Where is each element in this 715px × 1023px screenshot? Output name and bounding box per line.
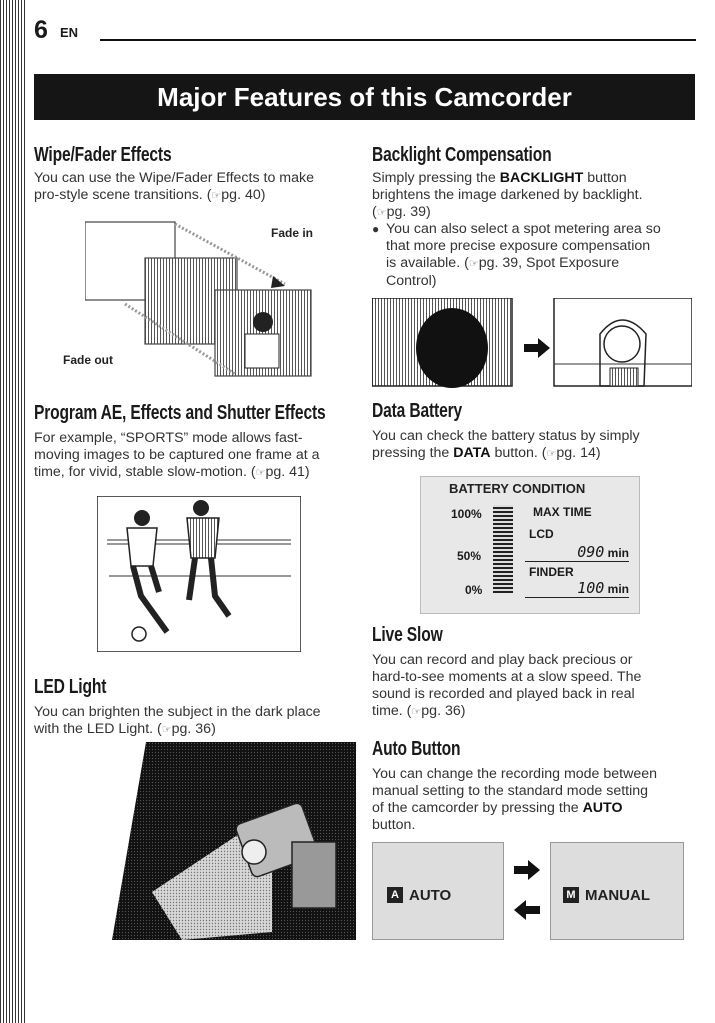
page-ref-icon: ☞ [546, 448, 557, 460]
camcorder-lens [242, 840, 266, 864]
page-ref-icon: ☞ [161, 724, 172, 736]
manual-mode-label: MANUAL [585, 887, 650, 904]
page-ref-icon: ☞ [411, 706, 422, 718]
wipe-section-title: Wipe/Fader Effects [34, 144, 172, 166]
page-ref-icon: ☞ [255, 467, 266, 479]
page-ref-icon: ☞ [376, 207, 387, 219]
soccer-ball [132, 627, 146, 641]
lcd-time-readout: 090 min [525, 543, 629, 562]
dark-subject [416, 308, 488, 388]
wipe-line-1: You can use the Wipe/Fader Effects to make [34, 170, 314, 186]
max-time-label: MAX TIME [533, 505, 592, 519]
program-section-text: For example, “SPORTS” mode allows fast- moving images to be captured one frame at a time, for vivid, stable slow-motion. (☞pg. 41) [34, 430, 320, 480]
battery-section-title: Data Battery [372, 400, 463, 422]
manual-screen [550, 842, 684, 940]
page-title-banner: Major Features of this Camcorder [34, 74, 695, 120]
auto-button-name: AUTO [582, 800, 623, 816]
liveslow-section-title: Live Slow [372, 624, 443, 646]
level-50-label: 50% [457, 549, 482, 563]
figure-body [245, 334, 279, 368]
lcd-label: LCD [529, 527, 554, 541]
led-section-text: You can brighten the subject in the dark place with the LED Light. (☞pg. 36) [34, 704, 321, 737]
language-code: EN [60, 25, 79, 40]
auto-screen [372, 842, 504, 940]
camcorder-screen [292, 842, 336, 908]
fade-in-arrowhead [271, 276, 285, 288]
led-section-title: LED Light [34, 676, 107, 698]
auto-section-title: Auto Button [372, 738, 461, 760]
scan-edge [0, 0, 26, 1023]
arrow-right-icon [514, 860, 540, 880]
battery-screen [420, 476, 640, 614]
auto-section-text: You can change the recording mode between manual setting to the standard mode setting of the camcorder by pressing the AUTO button. [372, 766, 658, 833]
player-1-head [134, 510, 150, 526]
figure-head [253, 312, 273, 332]
header-rule [100, 39, 696, 41]
backlight-button-name: BACKLIGHT [499, 170, 584, 186]
battery-screen-title: BATTERY CONDITION [449, 481, 586, 496]
backlight-bullet-text: You can also select a spot metering area so that more precise exposure compensation is available. (☞pg. 39, Spot Exposure Control) [386, 221, 661, 289]
fade-in-label: Fade in [271, 226, 314, 240]
swap-arrows [512, 856, 542, 926]
wipe-section-text [34, 170, 354, 205]
page-number: 6 [34, 16, 48, 44]
backlight-section-title: Backlight Compensation [372, 144, 552, 166]
led-light-illustration [112, 742, 356, 940]
player-1-body [127, 528, 157, 566]
backlight-illustration [372, 298, 692, 388]
backlight-section-text: Simply pressing the BACKLIGHT button brightens the image darkened by backlight. (☞pg. 39) [372, 170, 643, 220]
wipe-line-2: pro-style scene transitions. (☞pg. 40) [34, 187, 266, 203]
liveslow-section-text: You can record and play back precious or hard-to-see moments at a slow speed. The sound is recorded and played back in real time. (☞pg. 36) [372, 652, 642, 719]
manual-mode-icon: M [563, 887, 579, 903]
battery-level-bar [493, 505, 513, 593]
battery-section-text: You can check the battery status by simply pressing the DATA button. (☞pg. 14) [372, 428, 640, 461]
arrow-left-icon [514, 900, 540, 920]
page-ref-icon: ☞ [211, 190, 222, 202]
finder-time-readout: 100 min [525, 579, 629, 598]
data-button-name: DATA [453, 445, 491, 461]
auto-mode-label: AUTO [409, 887, 452, 904]
arrow-right-icon [524, 338, 550, 358]
auto-mode-icon: A [387, 887, 403, 903]
bright-subject-face [604, 326, 640, 362]
page-ref-icon: ☞ [468, 258, 479, 270]
bright-subject-body [610, 368, 638, 386]
level-100-label: 100% [451, 507, 482, 521]
auto-manual-illustration [372, 842, 682, 940]
sports-illustration [97, 496, 301, 652]
program-section-title: Program AE, Effects and Shutter Effects [34, 402, 326, 424]
bullet-icon: ● [372, 222, 380, 236]
player-2-head [193, 500, 209, 516]
fade-out-label: Fade out [63, 353, 113, 367]
level-0-label: 0% [465, 583, 483, 597]
finder-label: FINDER [529, 565, 574, 579]
player-2-body [187, 518, 219, 558]
